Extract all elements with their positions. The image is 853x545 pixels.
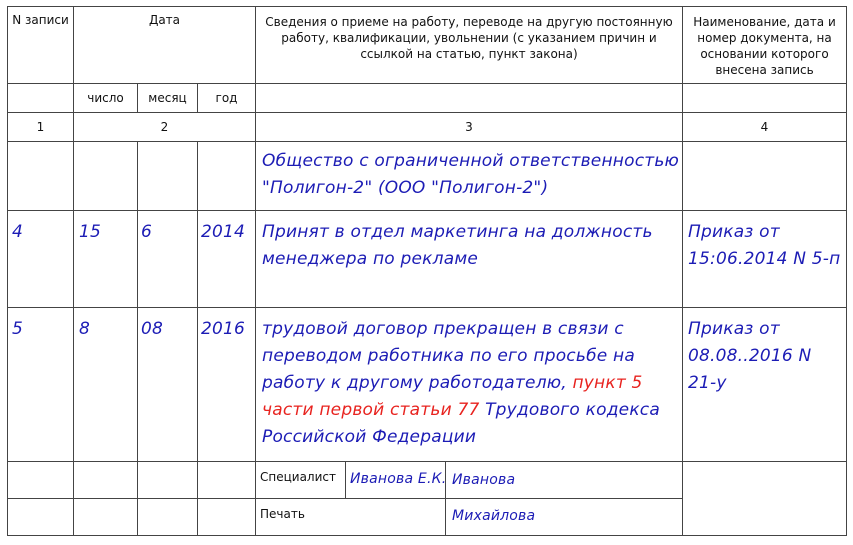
border-bottom	[7, 535, 847, 536]
row-5-text-part1: трудовой договор прекращен в связи с переводом работника по его просьбе на работу к другому работодателю,	[262, 319, 635, 393]
divider	[7, 112, 847, 113]
row-4-year: 2014	[201, 222, 246, 242]
row-5-legal-reference: пункт 5 части первой статьи 77	[262, 373, 643, 420]
row-5-text	[262, 316, 672, 451]
header-year: год	[215, 91, 238, 105]
row-4-month: 6	[141, 222, 153, 242]
header-info: Сведения о приеме на работу, переводе на другую постоянную работу, квалификации, увольнении (с указанием причин и ссылкой на статью, пункт закона)	[265, 15, 673, 61]
company-line-1: Общество с ограниченной ответственностью	[262, 151, 680, 171]
company-line-2: "Полигон-2" (ООО "Полигон-2")	[262, 178, 549, 198]
row-5-text-part2: Трудового кодекса Российской Федерации	[262, 400, 660, 447]
specialist-name: Иванова Е.К.	[350, 471, 447, 487]
row-4-record-no: 4	[12, 222, 24, 242]
divider	[7, 307, 847, 308]
col-number-2: 2	[160, 120, 169, 134]
divider	[7, 83, 847, 84]
row-5-document: Приказ от 08.08..2016 N 21-у	[688, 319, 812, 393]
header-day: число	[87, 91, 124, 105]
border-left	[7, 6, 8, 536]
divider	[7, 461, 847, 462]
divider	[7, 498, 682, 499]
divider	[197, 141, 198, 536]
col-number-1: 1	[36, 120, 45, 134]
header-document: Наименование, дата и номер документа, на основании которого внесена запись	[693, 15, 836, 77]
border-top	[7, 6, 847, 7]
divider	[7, 141, 847, 142]
header-record-no: N записи	[12, 13, 69, 27]
header-date: Дата	[148, 13, 181, 27]
divider	[682, 6, 683, 536]
col-number-4: 4	[760, 120, 769, 134]
col-number-3: 3	[465, 120, 473, 134]
row-4-day: 15	[79, 222, 102, 242]
divider	[255, 6, 256, 536]
row-4-text: Принят в отдел маркетинга на должность менеджера по рекламе	[262, 222, 653, 269]
row-5-month: 08	[141, 319, 164, 339]
border-right	[846, 6, 847, 536]
row-5-record-no: 5	[12, 319, 24, 339]
stamp-label: Печать	[260, 507, 305, 521]
row-5-year: 2016	[201, 319, 246, 339]
specialist-signature: Иванова	[452, 472, 516, 488]
divider	[73, 6, 74, 536]
divider	[7, 210, 847, 211]
stamp-signature: Михайлова	[452, 508, 536, 524]
row-5-day: 8	[79, 319, 91, 339]
specialist-label: Специалист	[260, 470, 336, 484]
company-name	[262, 148, 680, 202]
header-month: месяц	[148, 91, 187, 105]
row-4-document: Приказ от 15:06.2014 N 5-п	[688, 222, 841, 269]
divider	[137, 141, 138, 536]
divider	[345, 461, 346, 498]
